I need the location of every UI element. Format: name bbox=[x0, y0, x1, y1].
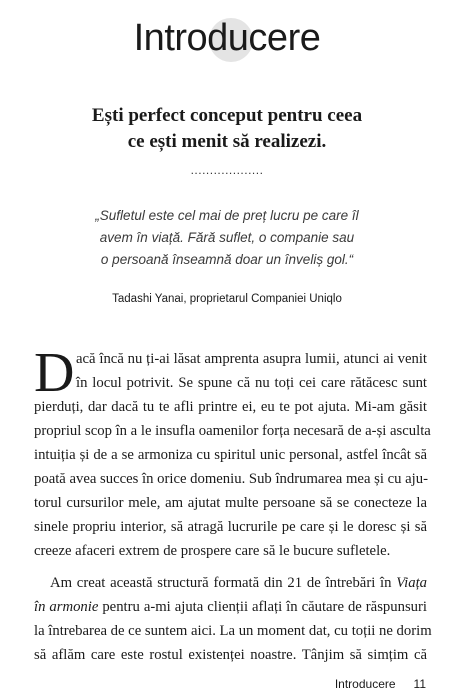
chapter-title: Introducere bbox=[133, 17, 321, 59]
body-line: torul cursurilor mele, am ajutat multe persoane să se conecteze la bbox=[34, 495, 427, 511]
body-text-span: pentru a-mi ajuta clienții aflați în căutare de răspunsuri bbox=[98, 599, 427, 615]
subtitle-line: Ești perfect conceput pentru ceea bbox=[91, 105, 363, 126]
body-line bbox=[34, 595, 427, 619]
body-text-span: Am creat această structură formată din 21 de întrebări în bbox=[50, 575, 397, 591]
body-line: acă încă nu ți-ai lăsat amprenta asupra lumii, atunci ai venit bbox=[76, 351, 427, 367]
body-line: poată avea succes în orice domeniu. Sub îndrumarea mea și cu aju- bbox=[34, 471, 428, 487]
body-line bbox=[34, 571, 427, 595]
body-line: să aflăm care este rostul existenței noastre. Tânjim să simțim că bbox=[34, 647, 427, 663]
page-number: 11 bbox=[413, 677, 426, 691]
quote-line: o persoană înseamnă doar un înveliș gol.“ bbox=[100, 252, 354, 267]
epigraph-quote bbox=[40, 205, 414, 271]
running-title: Introducere bbox=[334, 677, 396, 691]
quote-line: „Sufletul este cel mai de preț lucru pe care îl bbox=[95, 208, 359, 223]
body-line: la întrebarea de ce suntem aici. La un moment dat, cu toții ne dorim bbox=[34, 623, 432, 639]
body-text bbox=[34, 342, 432, 667]
page-footer bbox=[0, 676, 426, 692]
body-line: creeze afaceri extrem de prospere care să le bucure sufletele. bbox=[34, 543, 391, 559]
body-line: intuiția și de a se armoniza cu spiritul unic personal, astfel încât să bbox=[34, 447, 427, 463]
paragraph-2 bbox=[34, 571, 432, 667]
quote-attribution: Tadashi Yanai, proprietarul Companiei Uniqlo bbox=[112, 293, 342, 305]
body-line: sinele propriu interior, să atragă lucrurile pe care și le doresc și să bbox=[34, 519, 427, 535]
dotted-separator: ................... bbox=[190, 163, 264, 177]
quote-line: avem în viață. Fără suflet, o companie sau bbox=[99, 230, 355, 245]
subtitle-line: ce ești menit să realizezi. bbox=[127, 131, 327, 152]
body-line: pierduți, dar dacă tu te afli printre ei, eu te pot ajuta. Mi-am găsit bbox=[34, 399, 427, 415]
paragraph-1 bbox=[34, 342, 431, 563]
body-line: în locul potrivit. Se spune că nu toți cei care rătăcesc sunt bbox=[76, 375, 427, 391]
book-title-italic: în armonie bbox=[34, 599, 99, 615]
chapter-subtitle bbox=[40, 103, 414, 155]
chapter-header bbox=[0, 8, 454, 68]
book-title-italic: Viața bbox=[396, 575, 427, 591]
body-line: propriul scop în a le insufla oamenilor forța necesară de a-și asculta bbox=[34, 423, 431, 439]
drop-cap: D bbox=[34, 342, 75, 404]
